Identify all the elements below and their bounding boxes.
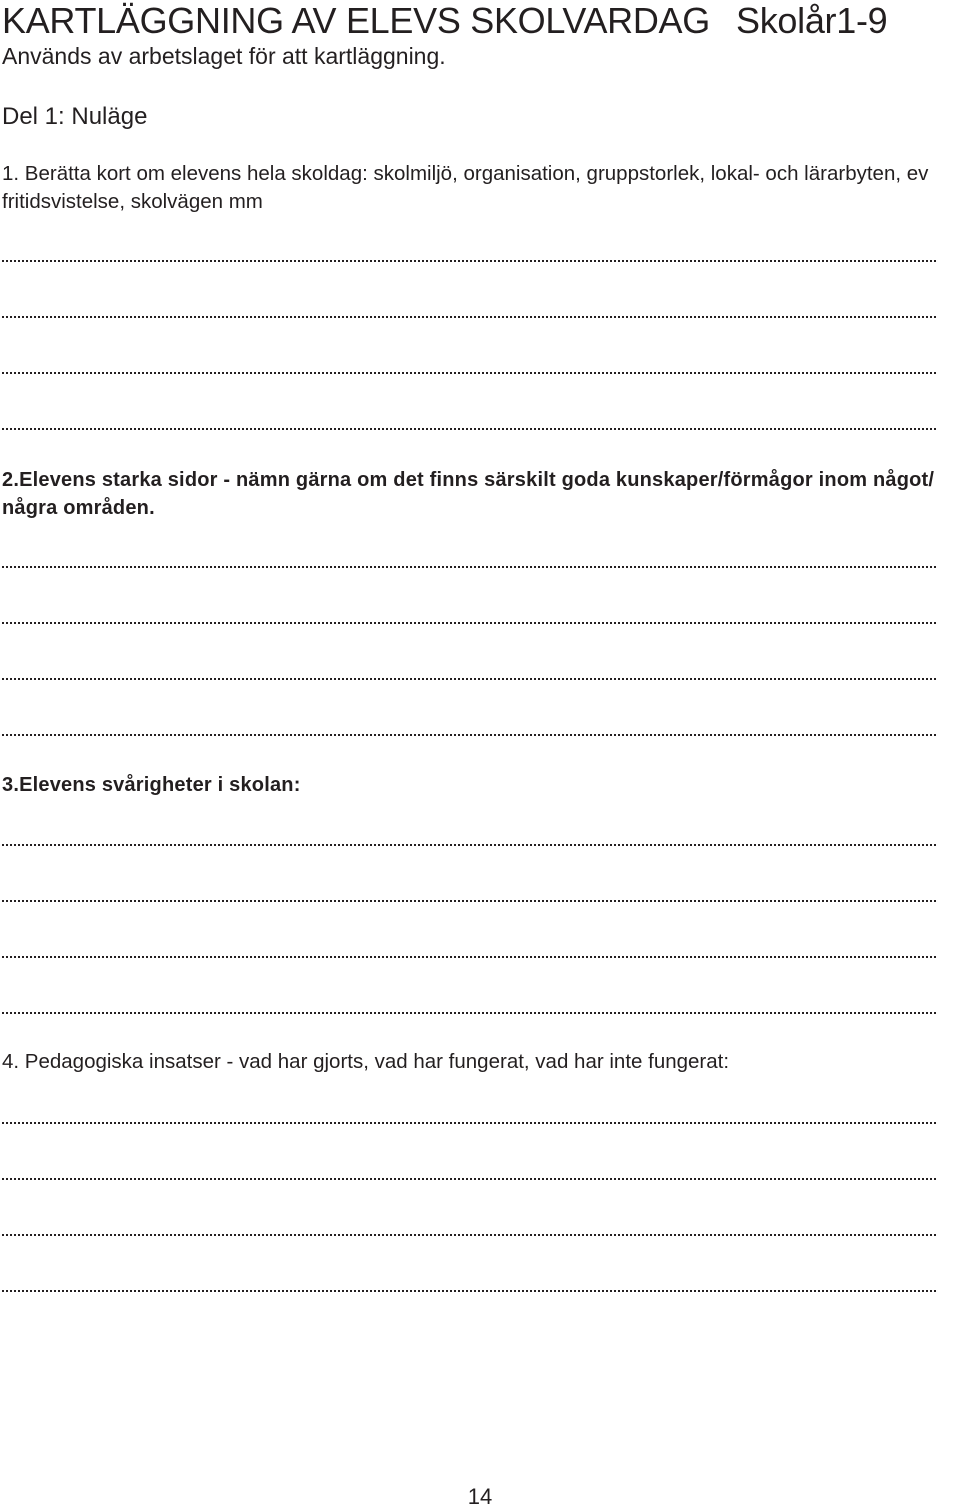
answer-line-2-1[interactable] — [2, 566, 936, 568]
answer-line-1-3[interactable] — [2, 372, 936, 374]
question-4: 4. Pedagogiska insatser - vad har gjorts, vad har fungerat, vad har inte fungerat: — [2, 1050, 730, 1073]
answer-line-2-3[interactable] — [2, 678, 936, 680]
answer-line-4-1[interactable] — [2, 1122, 936, 1124]
answer-line-3-2[interactable] — [2, 900, 936, 902]
answer-line-2-4[interactable] — [2, 734, 936, 736]
page-title — [2, 2, 887, 40]
question-2: 2.Elevens starka sidor - nämn gärna om det finns särskilt goda kunskaper/förmågor inom något/ några områden. — [2, 469, 935, 519]
page-number: 14 — [467, 1484, 493, 1509]
question-1: 1. Berätta kort om elevens hela skoldag: skolmiljö, organisation, gruppstorlek, lokal- och lärarbyten, ev fritidsvistelse, skolvägen mm — [2, 162, 929, 213]
answer-line-4-4[interactable] — [2, 1290, 936, 1292]
page-title-text: KARTLÄGGNING AV ELEVS SKOLVARDAG — [2, 0, 710, 41]
question-3: 3.Elevens svårigheter i skolan: — [2, 774, 301, 796]
answer-line-4-2[interactable] — [2, 1178, 936, 1180]
answer-line-2-2[interactable] — [2, 622, 936, 624]
answer-line-1-1[interactable] — [2, 260, 936, 262]
part-heading: Del 1: Nuläge — [2, 103, 148, 130]
page-subtitle: Används av arbetslaget för att kartläggning. — [2, 43, 446, 69]
answer-line-1-4[interactable] — [2, 428, 936, 430]
answer-line-3-3[interactable] — [2, 956, 936, 958]
answer-line-1-2[interactable] — [2, 316, 936, 318]
answer-line-4-3[interactable] — [2, 1234, 936, 1236]
answer-line-3-1[interactable] — [2, 844, 936, 846]
answer-line-3-4[interactable] — [2, 1012, 936, 1014]
grade-label: Skolår1-9 — [735, 0, 888, 41]
